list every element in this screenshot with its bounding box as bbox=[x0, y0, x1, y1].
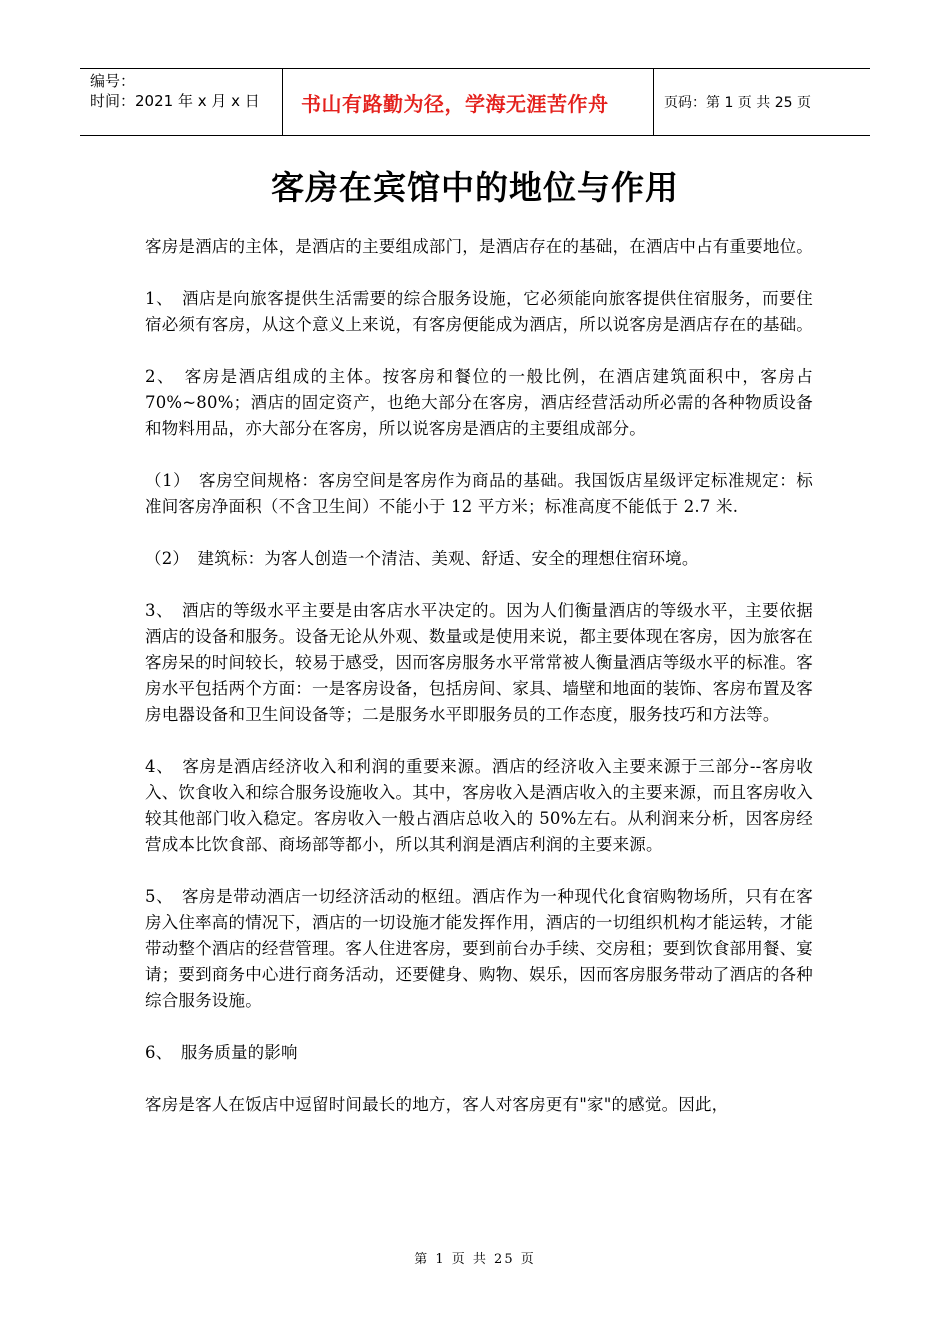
header-meta bbox=[80, 69, 282, 135]
header-table bbox=[80, 68, 870, 136]
number-label: 编号： bbox=[90, 72, 136, 90]
paragraph-2: 2、 客房是酒店组成的主体。按客房和餐位的一般比例，在酒店建筑面积中，客房占 70%~80%；酒店的固定资产，也绝大部分在客房，酒店经营活动所必需的各种物质设备和物料用品，亦大部分在客房，所以说客房是酒店的主要组成部分。 bbox=[145, 367, 813, 438]
document-title: 客房在宾馆中的地位与作用 bbox=[271, 168, 679, 207]
paragraph-2-2: （2） 建筑标：为客人创造一个清洁、美观、舒适、安全的理想住宿环境。 bbox=[145, 549, 699, 568]
paragraph-3: 3、 酒店的等级水平主要是由客店水平决定的。因为人们衡量酒店的等级水平，主要依据酒店的设备和服务。设备无论从外观、数量或是使用来说，都主要体现在客房，因为旅客在客房呆的时间较长，较易于感受，因而客房服务水平常常被人衡量酒店等级水平的标准。客房水平包括两个方面：一是客房设备，包括房间、家具、墙壁和地面的装饰、客房布置及客房电器设备和卫生间设备等；二是服务水平即服务员的工作态度，服务技巧和方法等。 bbox=[145, 601, 813, 724]
page-footer: 第 1 页 共 25 页 bbox=[414, 1252, 536, 1267]
date-label: 时间：2021 年 x 月 x 日 bbox=[90, 92, 260, 110]
paragraph-5: 5、 客房是带动酒店一切经济活动的枢纽。酒店作为一种现代化食宿购物场所，只有在客房入住率高的情况下，酒店的一切设施才能发挥作用，酒店的一切组织机构才能运转，才能带动整个酒店的经营管理。客人住进客房，要到前台办手续、交房租；要到饮食部用餐、宴请；要到商务中心进行商务活动，还要健身、购物、娱乐，因而客房服务带动了酒店的各种综合服务设施。 bbox=[145, 887, 813, 1010]
paragraph-1: 1、 酒店是向旅客提供生活需要的综合服务设施，它必须能向旅客提供住宿服务，而要住宿必须有客房，从这个意义上来说，有客房便能成为酒店，所以说客房是酒店存在的基础。 bbox=[145, 289, 813, 334]
paragraph-4: 4、 客房是酒店经济收入和利润的重要来源。酒店的经济收入主要来源于三部分--客房收入、饮食收入和综合服务设施收入。其中，客房收入是酒店收入的主要来源，而且客房收入较其他部门收入稳定。客房收入一般占酒店总收入的 50%左右。从利润来分析，因客房经营成本比饮食部、商场部等都小，所以其利润是酒店利润的主要来源。 bbox=[145, 757, 813, 854]
header-page-info: 页码：第 1 页 共 25 页 bbox=[664, 95, 811, 111]
paragraph-6-body: 客房是客人在饭店中逗留时间最长的地方，客人对客房更有"家"的感觉。因此， bbox=[145, 1095, 729, 1114]
paragraph-2-1: （1） 客房空间规格：客房空间是客房作为商品的基础。我国饭店星级评定标准规定：标准间客房净面积（不含卫生间）不能小于 12 平方米；标准高度不能低于 2.7 米. bbox=[145, 471, 813, 516]
paragraph-6-heading: 6、 服务质量的影响 bbox=[145, 1043, 298, 1062]
document-body bbox=[145, 234, 813, 1144]
header-motto: 书山有路勤为径，学海无涯苦作舟 bbox=[282, 69, 654, 135]
paragraph-intro: 客房是酒店的主体，是酒店的主要组成部门，是酒店存在的基础，在酒店中占有重要地位。 bbox=[145, 237, 813, 256]
